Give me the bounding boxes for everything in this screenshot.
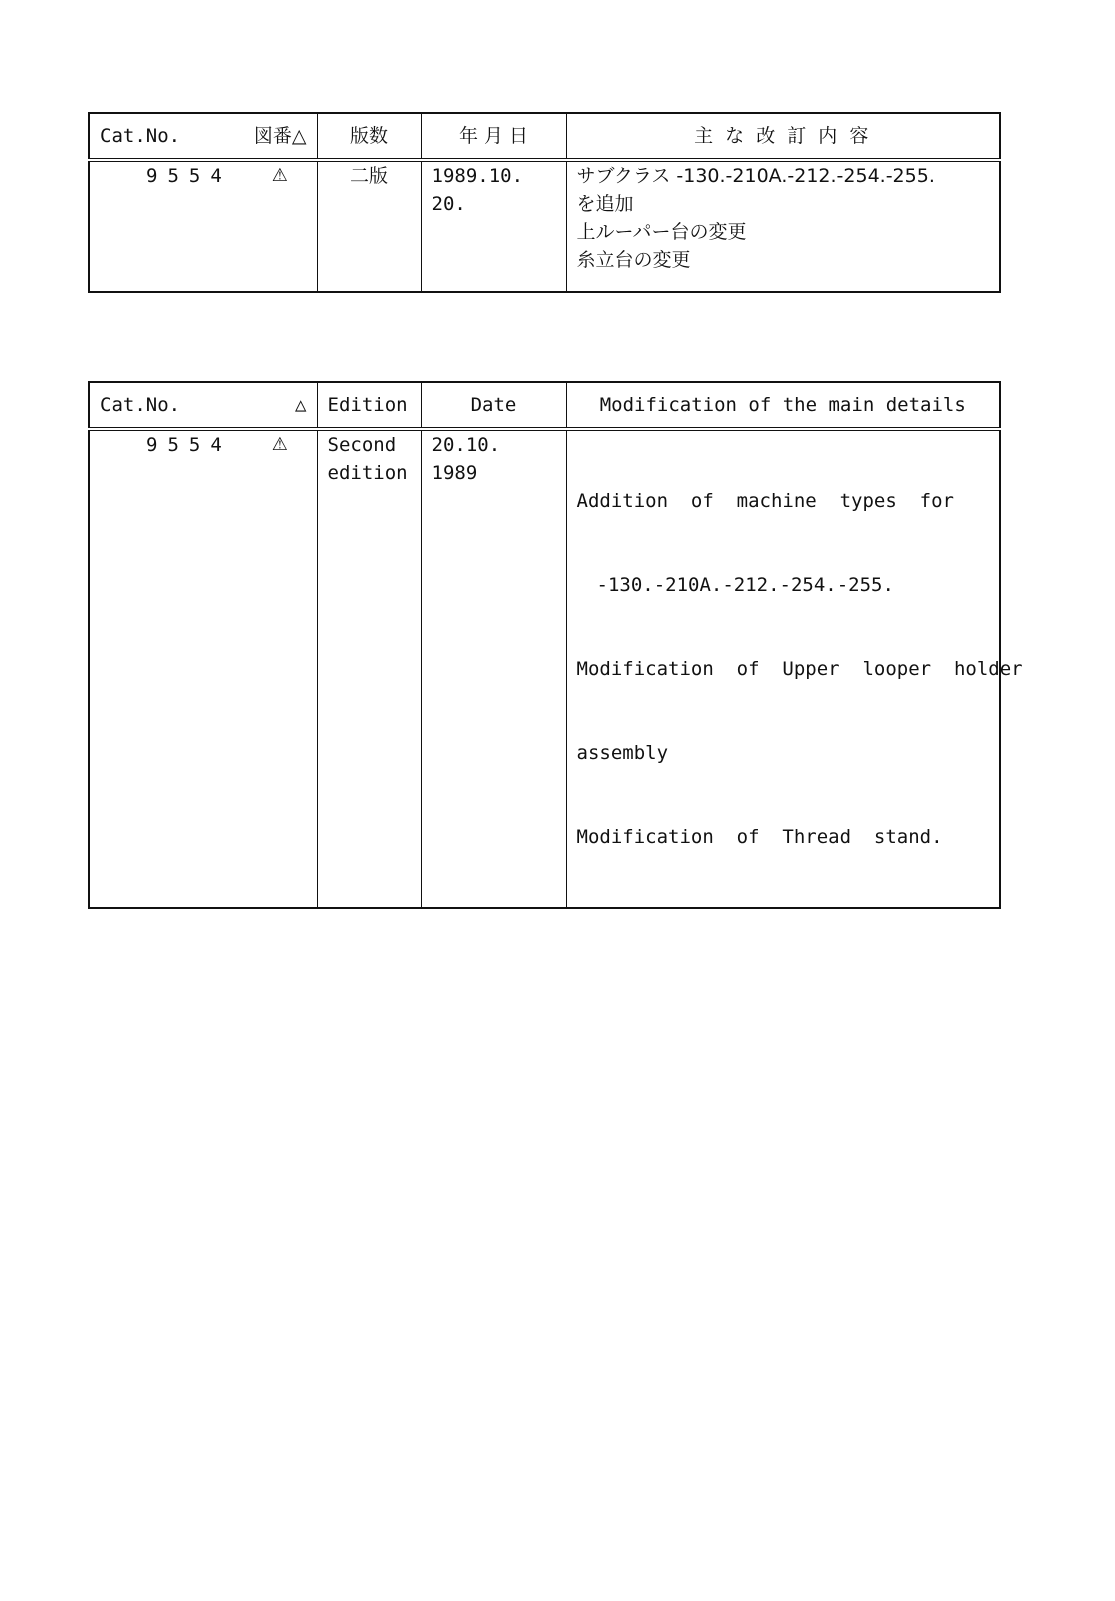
catno-value: 9554: [146, 434, 232, 456]
revision-mark-icon: ⚠: [271, 434, 288, 455]
details-cell: [566, 429, 1023, 908]
drawing-no-label: △: [295, 394, 307, 416]
detail-line: サブクラス -130.-210A.-212.-254.-255.: [576, 165, 935, 187]
detail-line: 糸立台の変更: [576, 249, 691, 271]
drawing-no-label: 図番△: [253, 125, 307, 147]
details-header: 主 な 改 訂 内 容: [566, 113, 1000, 160]
detail-line: を追加: [576, 193, 634, 215]
revision-mark-icon: ⚠: [271, 165, 288, 186]
edition-header: 版数: [317, 113, 421, 160]
revision-table-en: [88, 381, 1023, 909]
edition-line: Second: [327, 434, 397, 456]
header-row: [89, 382, 1000, 429]
table-row: [89, 160, 1000, 292]
date-header: 年 月 日: [421, 113, 566, 160]
catno-value: 9554: [146, 165, 232, 187]
revision-table-jp: [88, 112, 1001, 293]
detail-line: 上ルーパー台の変更: [576, 221, 747, 243]
catno-header: [89, 113, 317, 160]
catno-cell: [89, 160, 317, 292]
catno-cell: [89, 429, 317, 908]
catno-label: Cat.No.: [100, 394, 181, 416]
date-cell: 20.10. 1989: [421, 429, 566, 908]
date-cell: 1989.10. 20.: [421, 160, 566, 292]
edition-cell: [317, 429, 421, 908]
edition-cell: 二版: [317, 160, 421, 292]
edition-line: edition: [327, 462, 408, 484]
detail-line: assembly: [576, 742, 669, 764]
details-header: Modification of the main details: [566, 382, 1000, 429]
catno-label: Cat.No.: [100, 125, 181, 147]
date-header: Date: [421, 382, 566, 429]
details-cell: [566, 160, 1000, 292]
edition-header: Edition: [317, 382, 421, 429]
detail-line: -130.-210A.-212.-254.-255.: [596, 574, 894, 596]
detail-line: Modification of Upper looper holder: [576, 658, 1023, 680]
detail-line: Addition of machine types for: [576, 490, 954, 512]
table-row: [89, 429, 1000, 908]
catno-header: [89, 382, 317, 429]
detail-line: Modification of Thread stand.: [576, 826, 943, 848]
header-row: [89, 113, 1000, 160]
